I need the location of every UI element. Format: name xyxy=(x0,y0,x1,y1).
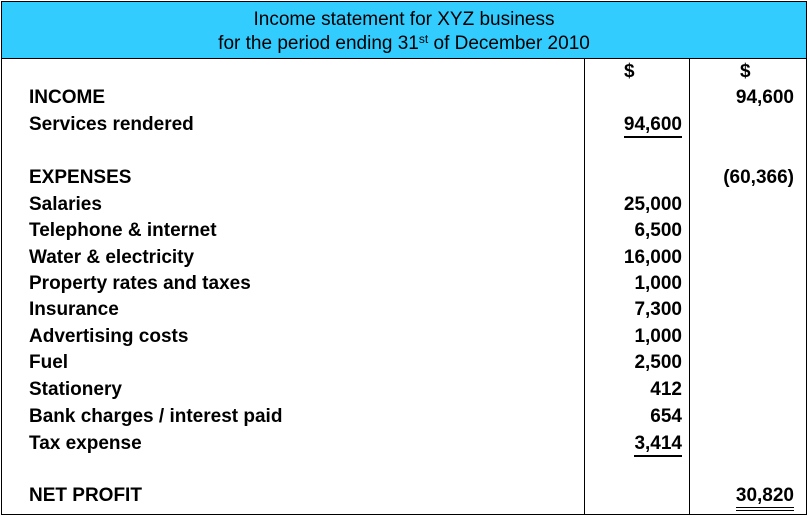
income-total: 94,600 xyxy=(735,87,794,108)
expense-item-amount: 6,500 xyxy=(634,220,682,241)
expenses-heading: EXPENSES xyxy=(29,167,132,188)
expense-item-amount: 1,000 xyxy=(634,273,682,294)
expense-item-amount: 654 xyxy=(650,406,682,427)
expense-item-label: Property rates and taxes xyxy=(29,273,251,294)
expense-item-amount: 7,300 xyxy=(634,299,682,320)
expenses-total: (60,366) xyxy=(723,167,794,188)
expense-item-label: Water & electricity xyxy=(29,247,195,268)
column-divider-2 xyxy=(689,58,690,515)
expense-item-label: Telephone & internet xyxy=(29,220,217,241)
income-item-amount: 94,600 xyxy=(624,114,682,138)
expense-item-amount: 25,000 xyxy=(623,194,682,215)
expense-item-label: Bank charges / interest paid xyxy=(29,406,283,427)
statement-period: for the period ending 31st of December 2010 xyxy=(218,32,590,54)
column-divider-1 xyxy=(584,58,585,515)
statement-header xyxy=(1,1,807,59)
expense-item-amount: 412 xyxy=(650,379,682,400)
income-heading: INCOME xyxy=(29,87,105,108)
expense-item-label: Advertising costs xyxy=(29,326,189,347)
expense-item-amount: 2,500 xyxy=(634,352,682,373)
expense-item-amount: 16,000 xyxy=(623,247,682,268)
net-profit-label: NET PROFIT xyxy=(29,485,142,506)
expense-item-label: Stationery xyxy=(29,379,122,400)
expense-item-amount: 3,414 xyxy=(634,433,682,457)
expense-item-amount: 1,000 xyxy=(634,326,682,347)
col2-header: $ xyxy=(740,61,751,82)
expense-item-label: Fuel xyxy=(29,352,69,373)
expense-item-label: Tax expense xyxy=(29,433,142,454)
statement-title: Income statement for XYZ business xyxy=(253,9,555,30)
net-profit-amount: 30,820 xyxy=(736,485,794,511)
col1-header: $ xyxy=(624,61,635,82)
expense-item-label: Salaries xyxy=(29,194,102,215)
income-item-label: Services rendered xyxy=(29,114,194,135)
expense-item-label: Insurance xyxy=(29,299,119,320)
